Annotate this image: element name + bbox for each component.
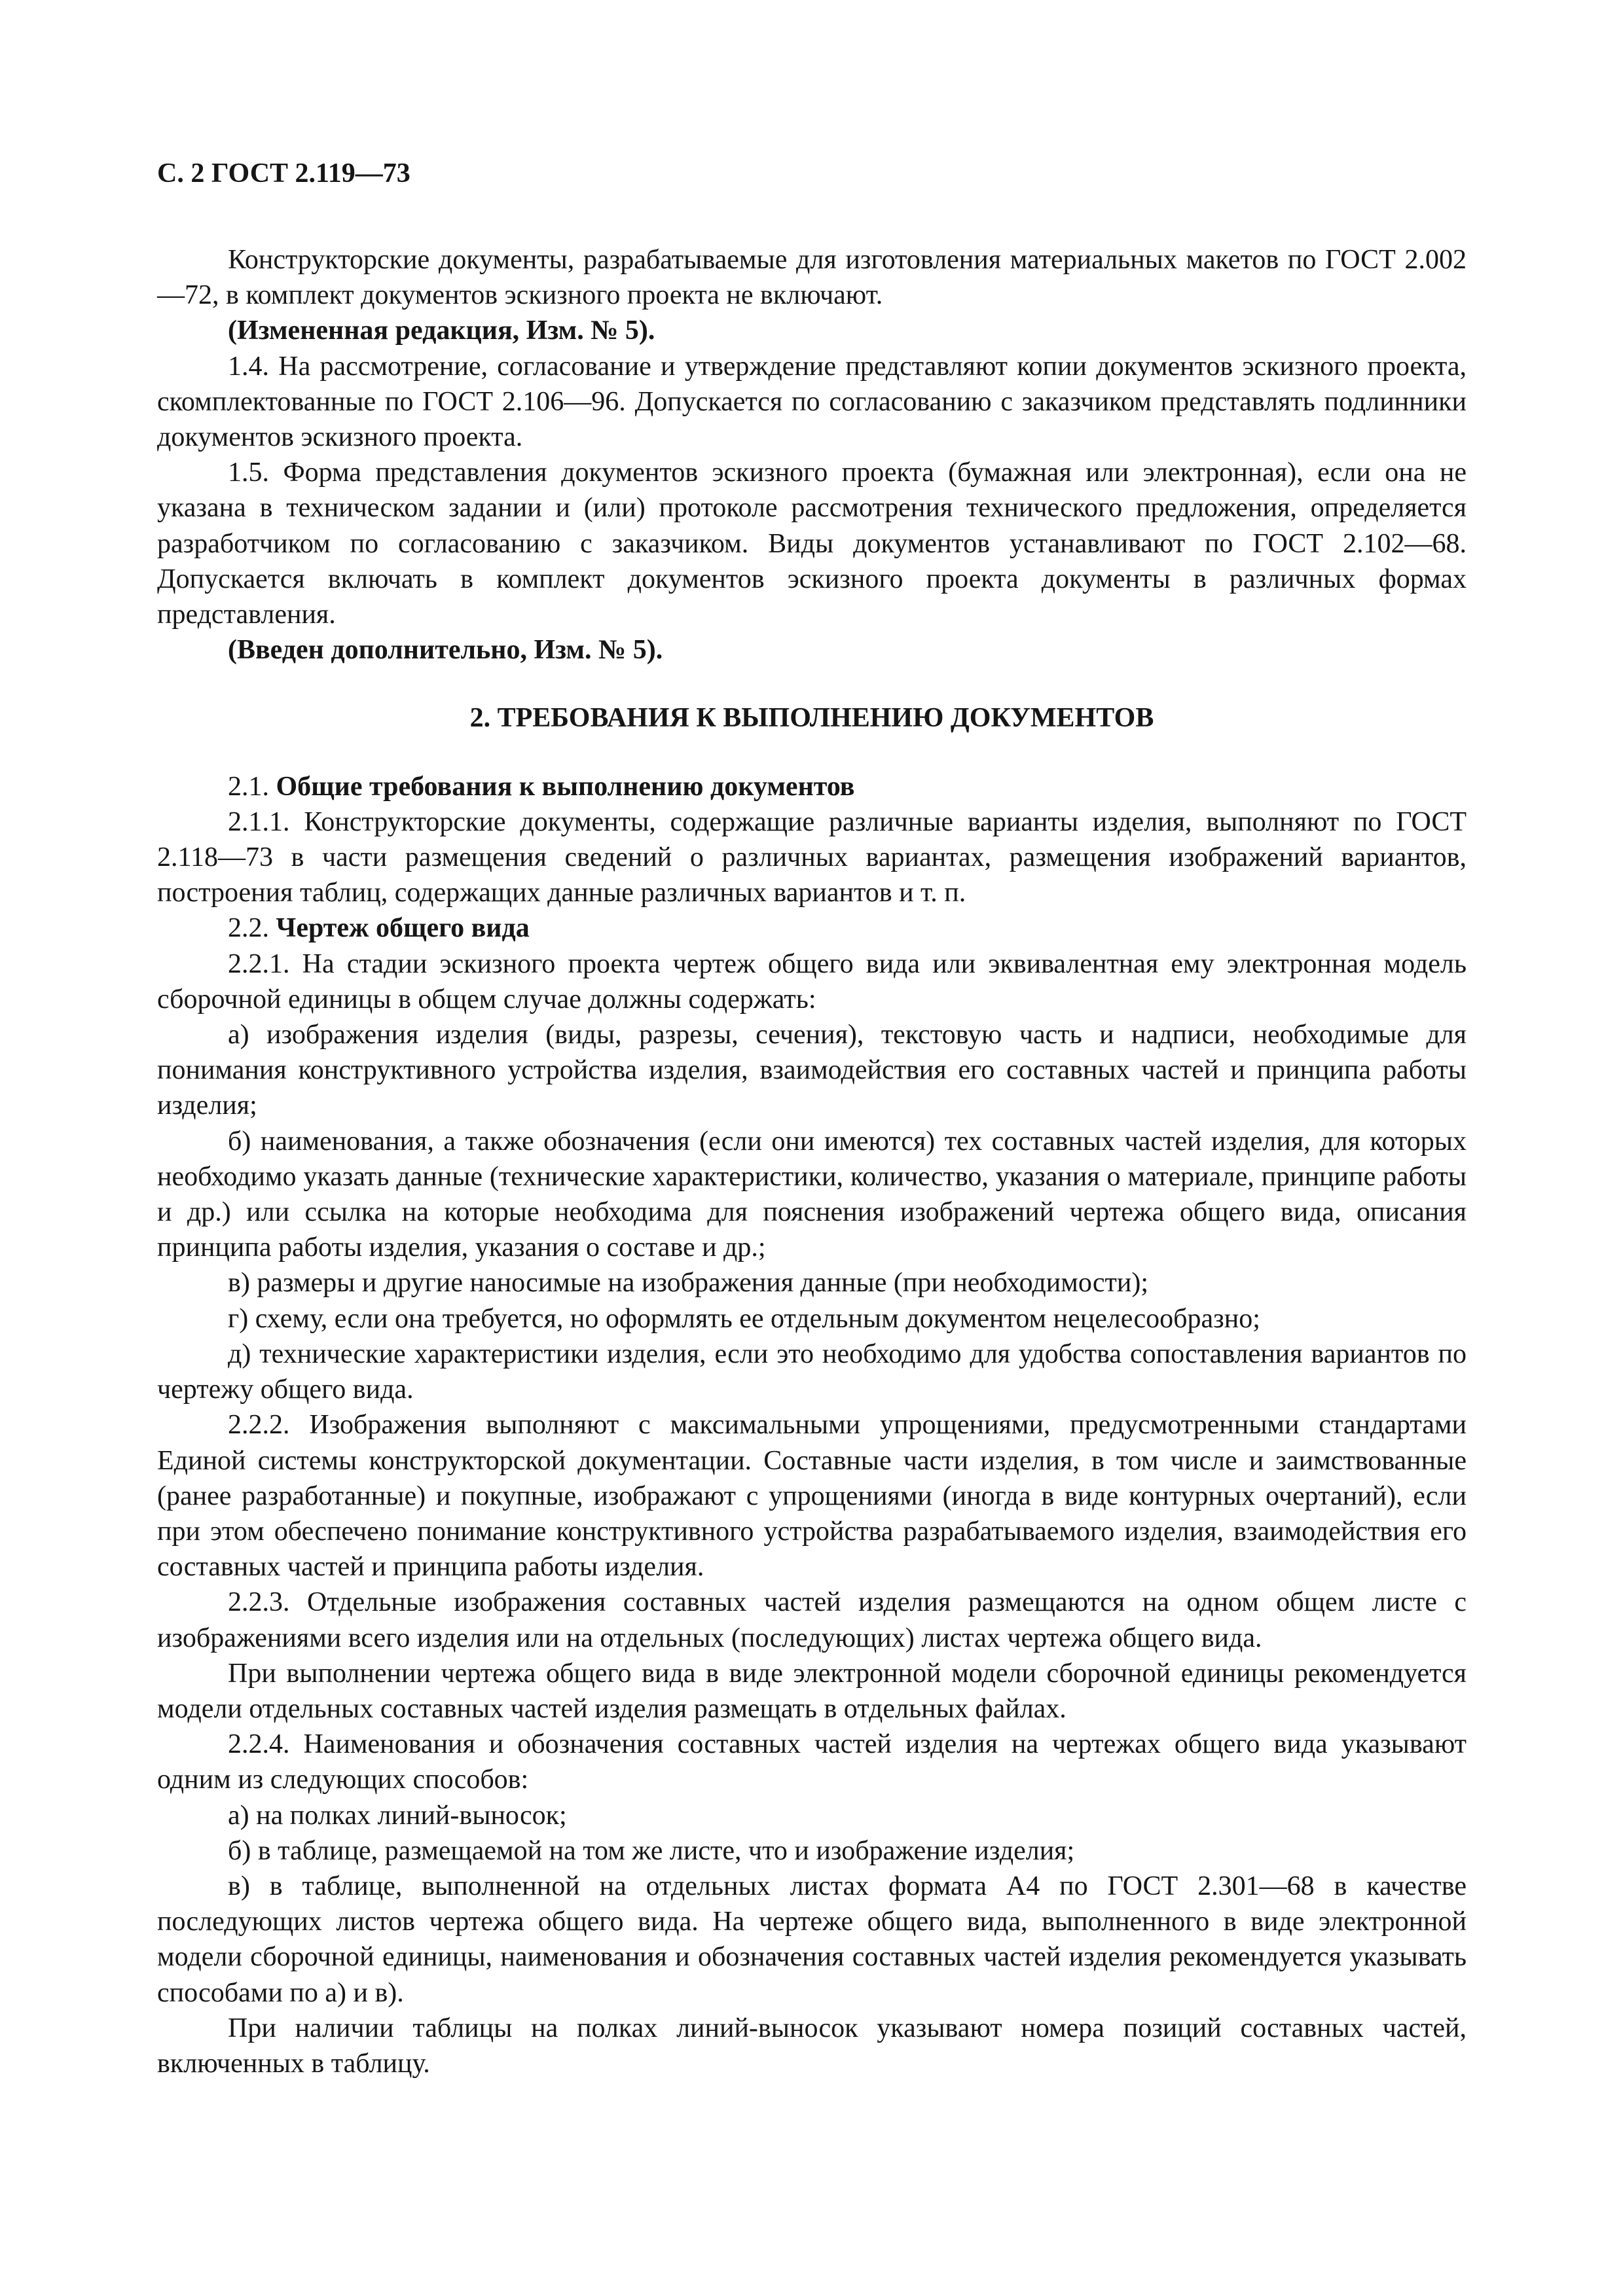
section-title: 2. ТРЕБОВАНИЯ К ВЫПОЛНЕНИЮ ДОКУМЕНТОВ [469,703,1154,734]
list-item-v: в) размеры и другие наносимые на изображения данные (при необходимости); [228,1268,1148,1299]
paragraph-2-2-1: 2.2.1. На стадии эскизного проекта чертеж общего вида или эквивалентная ему электронная модель сборочной единицы в общем случае должны содержать: [157,948,1467,1014]
subsection-2-1 [157,769,1467,804]
list-item-d: д) технические характеристики изделия, если это необходимо для удобства сопоставления вариантов по чертежу общего вида. [157,1338,1467,1405]
method-item-a: а) на полках линий-выносок; [228,1800,567,1831]
method-item-v: в) в таблице, выполненной на отдельных листах формата А4 по ГОСТ 2.301—68 в качестве последующих листов чертежа общего вида. На чертеже общего вида, выполненного в виде электронной модели сборочной единицы, наименования и обозначения составных частей изделия рекомендуется указывать способами по а) и в). [157,1871,1467,2008]
paragraph-models: Конструкторские документы, разрабатываемые для изготовления материальных макетов по ГОСТ 2.002—72, в комплект документов эскизного проекта не включают. [157,245,1467,311]
paragraph-2-2-4: 2.2.4. Наименования и обозначения составных частей изделия на чертежах общего вида указывают одним из следующих способов: [157,1729,1467,1795]
paragraph-2-1-1: 2.1.1. Конструкторские документы, содержащие различные варианты изделия, выполняют по ГОСТ 2.118—73 в части размещения сведений о различных вариантах, размещения изображений вариантов, построения таблиц, содержащих данные различных вариантов и т. п. [157,806,1467,908]
paragraph-table-positions: При наличии таблицы на полках линий-выносок указывают номера позиций составных частей, включенных в таблицу. [157,2013,1467,2079]
subsection-2-2 [157,910,1467,946]
page-header: С. 2 ГОСТ 2.119—73 [157,158,410,188]
amendment-note-changed: (Измененная редакция, Изм. № 5). [228,315,655,346]
list-item-b: б) наименования, а также обозначения (если они имеются) тех составных частей изделия, для которых необходимо указать данные (технические характеристики, количество, указания о материале, принципе работы и др.) или ссылка на которые необходима для пояснения изображений чертежа общего вида, описания принципа работы изделия, указания о составе и др.; [157,1126,1467,1263]
document-body [157,242,1467,2081]
subsection-title: Общие требования к выполнению документов [276,771,855,802]
document-page [157,157,1467,2081]
subsection-number: 2.2. [228,913,269,944]
paragraph-1-4: 1.4. На рассмотрение, согласование и утверждение представляют копии документов эскизного проекта, скомплектованные по ГОСТ 2.106—96. Допускается по согласованию с заказчиком представлять подлинники документов эскизного проекта. [157,351,1467,453]
list-item-a: а) изображения изделия (виды, разрезы, сечения), текстовую часть и надписи, необходимые для понимания конструктивного устройства изделия, взаимодействия его составных частей и принципа работы изделия; [157,1020,1467,1121]
paragraph-2-2-3: 2.2.3. Отдельные изображения составных частей изделия размещаются на одном общем листе с изображениями всего изделия или на отдельных (последующих) листах чертежа общего вида. [157,1587,1467,1653]
paragraph-2-2-2: 2.2.2. Изображения выполняют с максимальными упрощениями, предусмотренными стандартами Единой системы конструкторской документации. Составные части изделия, в том числе и заимствованные (ранее разработанные) и покупные, изображают с упрощениями (иногда в виде контурных очертаний), если при этом обеспечено понимание конструктивного устройства разрабатываемого изделия, взаимодействия его составных частей и принципа работы изделия. [157,1410,1467,1583]
method-item-b: б) в таблице, размещаемой на том же листе, что и изображение изделия; [228,1835,1075,1866]
amendment-note-added: (Введен дополнительно, Изм. № 5). [228,635,663,666]
subsection-title: Чертеж общего вида [276,913,530,944]
paragraph-1-5: 1.5. Форма представления документов эскизного проекта (бумажная или электронная), если она не указана в техническом задании и (или) протоколе рассмотрения технического предложения, определяется разработчиком по согласованию с заказчиком. Виды документов устанавливают по ГОСТ 2.102—68. Допускается включать в комплект документов эскизного проекта документы в различных формах представления. [157,457,1467,630]
subsection-number: 2.1. [228,771,269,802]
paragraph-electronic-model: При выполнении чертежа общего вида в виде электронной модели сборочной единицы рекомендуется модели отдельных составных частей изделия размещать в отдельных файлах. [157,1658,1467,1724]
list-item-g: г) схему, если она требуется, но оформлять ее отдельным документом нецелесообразно; [228,1303,1260,1334]
